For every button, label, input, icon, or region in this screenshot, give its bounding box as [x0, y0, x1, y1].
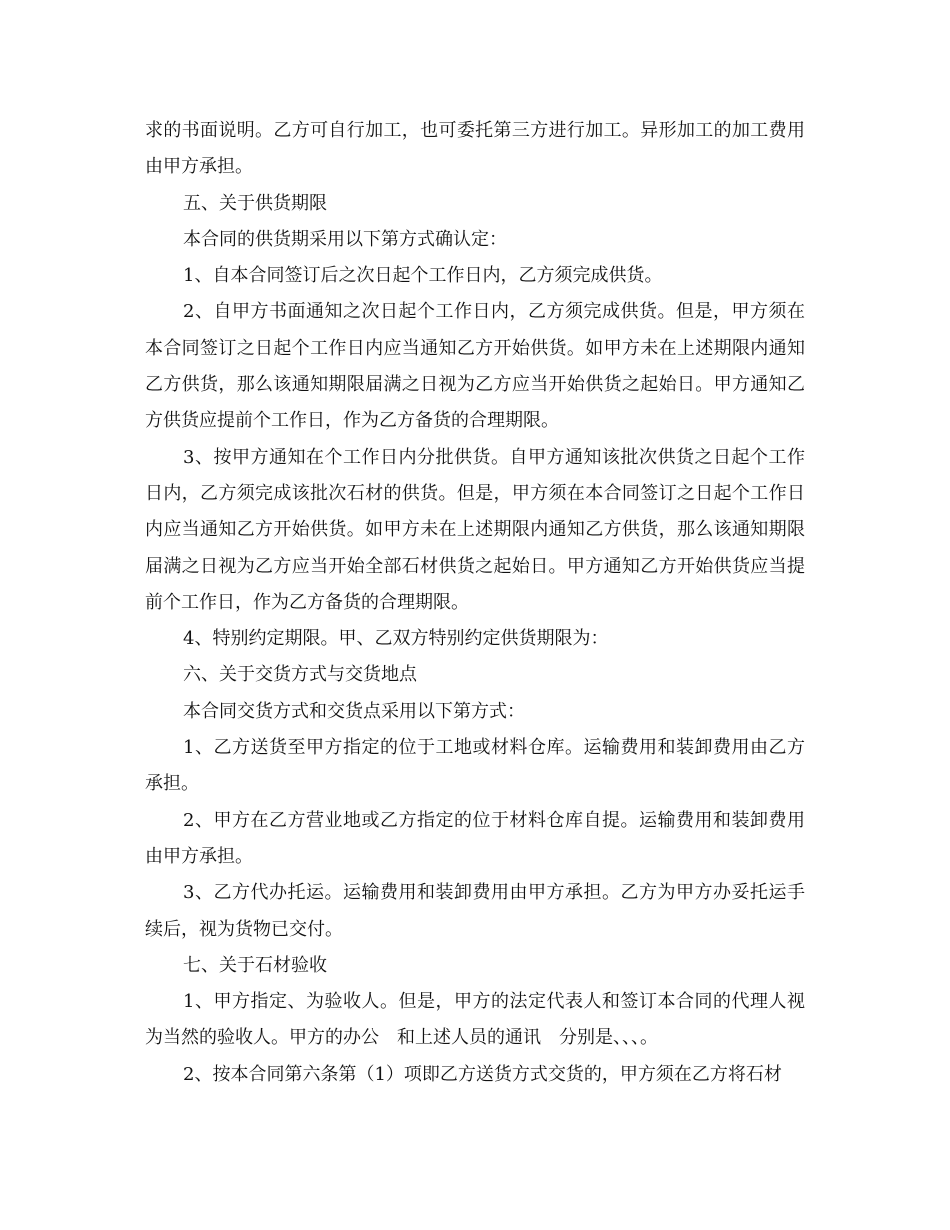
section-heading-6: 六、关于交货方式与交货地点: [183, 664, 417, 686]
list-item: 4、特别约定期限。甲、乙双方特别约定供货期限为：: [183, 628, 609, 650]
list-item: 1、甲方指定、为验收人。但是，甲方的法定代表人和签订本合同的代理人视为当然的验收人。甲方的办公 和上述人员的通讯 分别是、、、。: [145, 991, 805, 1049]
paragraph: 本合同交货方式和交货点采用以下第方式：: [183, 700, 525, 722]
list-item: 1、自本合同签订后之次日起个工作日内，乙方须完成供货。: [183, 265, 663, 287]
section-heading-5: 五、关于供货期限: [183, 192, 327, 214]
list-item: 2、按本合同第六条第（1）项即乙方送货方式交货的，甲方须在乙方将石材: [183, 1063, 782, 1085]
list-item: 3、按甲方通知在个工作日内分批供货。自甲方通知该批次供货之日起个工作日内，乙方须完成该批次石材的供货。但是，甲方须在本合同签订之日起个工作日内应当通知乙方开始供货。如甲方未在上述期限内通知乙方供货，那么该通知期限届满之日视为乙方应当开始全部石材供货之起始日。甲方通知乙方开始供货应当提前个工作日，作为乙方备货的合理期限。: [145, 446, 805, 613]
list-item: 3、乙方代办托运。运输费用和装卸费用由甲方承担。乙方为甲方办妥托运手续后，视为货物已交付。: [145, 882, 805, 940]
list-item: 1、乙方送货至甲方指定的位于工地或材料仓库。运输费用和装卸费用由乙方承担。: [145, 737, 805, 795]
document-body: [145, 113, 805, 1093]
paragraph: 本合同的供货期采用以下第方式确认定：: [183, 228, 507, 250]
section-heading-7: 七、关于石材验收: [183, 954, 327, 976]
list-item: 2、甲方在乙方营业地或乙方指定的位于材料仓库自提。运输费用和装卸费用由甲方承担。: [145, 809, 805, 867]
list-item: 2、自甲方书面通知之次日起个工作日内，乙方须完成供货。但是，甲方须在本合同签订之日起个工作日内应当通知乙方开始供货。如甲方未在上述期限内通知乙方供货，那么该通知期限届满之日视为乙方应当开始供货之起始日。甲方通知乙方供货应提前个工作日，作为乙方备货的合理期限。: [145, 301, 805, 432]
paragraph-continuation: 求的书面说明。乙方可自行加工，也可委托第三方进行加工。异形加工的加工费用由甲方承担。: [145, 120, 805, 178]
